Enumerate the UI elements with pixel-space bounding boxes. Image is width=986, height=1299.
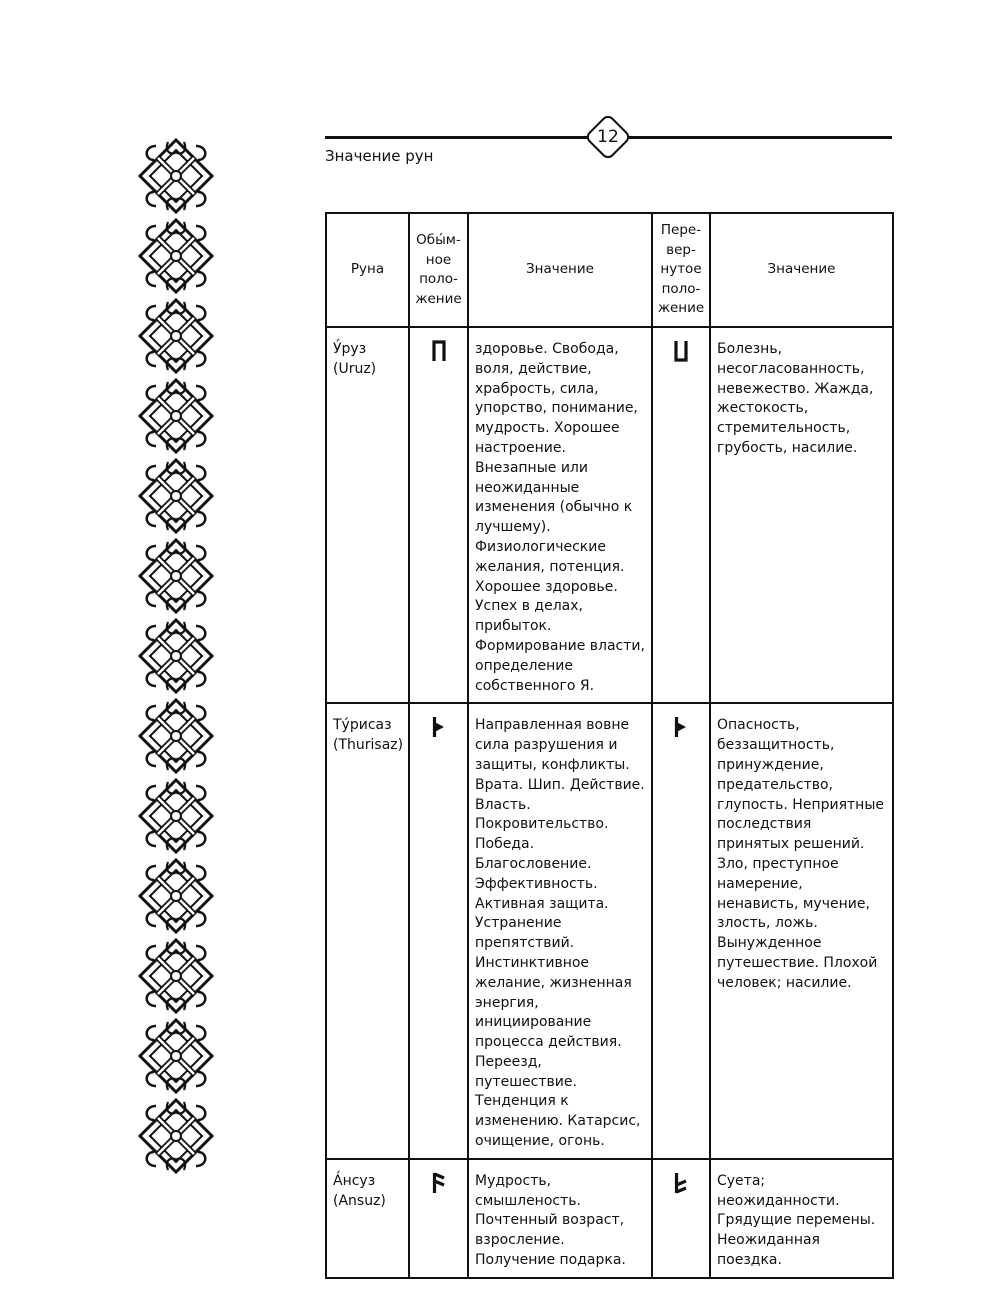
celtic-knot-icon: [134, 614, 218, 698]
table-row: [326, 703, 893, 1159]
celtic-knot-icon: [134, 294, 218, 378]
celtic-knot-icon: [134, 134, 218, 218]
reversed-meaning: Опасность, беззащитность, принуждение, предательство, глупость. Неприятные последствия принятых решений. Зло, преступное намерение, ненависть, мучение, злость, ложь. Вынужденное путешествие. Плохой человек; насилие.: [710, 703, 893, 1159]
runes-table: [325, 212, 894, 1279]
table-row: [326, 327, 893, 703]
reversed-cell: [652, 703, 710, 1159]
celtic-knot-border: [134, 134, 218, 1174]
uruz-rune-icon: [432, 340, 446, 362]
celtic-knot-icon: [134, 214, 218, 298]
celtic-knot-icon: [134, 854, 218, 938]
thurisaz-rune-icon: [432, 716, 446, 738]
celtic-knot-icon: [134, 534, 218, 618]
running-title: Значение рун: [325, 147, 434, 165]
table-row: [326, 1159, 893, 1278]
header-meaning-reversed: Значение: [710, 213, 893, 327]
celtic-knot-icon: [134, 774, 218, 858]
ansuz-reversed-rune-icon: [674, 1172, 688, 1194]
celtic-knot-icon: [134, 1094, 218, 1178]
table-header-row: [326, 213, 893, 327]
celtic-knot-icon: [134, 1014, 218, 1098]
uruz-reversed-rune-icon: [674, 340, 688, 362]
celtic-knot-icon: [134, 454, 218, 538]
upright-cell: [409, 703, 468, 1159]
rune-name: А́нсуз (Ansuz): [326, 1159, 409, 1278]
header-rune: Руна: [326, 213, 409, 327]
upright-meaning: здоровье. Свобода, воля, действие, храбрость, сила, упорство, понимание, мудрость. Хорошее настроение. Внезапные или неожиданные изменения (обычно к лучшему). Физиологические желания, потенция. Хорошее здоровье. Успех в делах, прибыток. Формирование власти, определение собственного Я.: [468, 327, 652, 703]
upright-cell: [409, 327, 468, 703]
rune-name: У́руз (Uruz): [326, 327, 409, 703]
celtic-knot-icon: [134, 374, 218, 458]
reversed-meaning: Болезнь, несогласованность, невежество. Жажда, жестокость, стремительность, грубость, насилие.: [710, 327, 893, 703]
reversed-meaning: Суета; неожиданности. Грядущие перемены. Неожиданная поездка.: [710, 1159, 893, 1278]
rune-name: Ту́рисаз (Thurisaz): [326, 703, 409, 1159]
celtic-knot-icon: [134, 934, 218, 1018]
upright-cell: [409, 1159, 468, 1278]
ansuz-rune-icon: [432, 1172, 446, 1194]
upright-meaning: Мудрость, смышленость. Почтенный возраст, взросление. Получение подарка.: [468, 1159, 652, 1278]
reversed-cell: [652, 327, 710, 703]
thurisaz-reversed-rune-icon: [674, 716, 688, 738]
header-meaning-upright: Значение: [468, 213, 652, 327]
page-number-badge: [584, 113, 632, 161]
reversed-cell: [652, 1159, 710, 1278]
header-upright: Обы́м- ное поло- жение: [409, 213, 468, 327]
upright-meaning: Направленная вовне сила разрушения и защиты, конфликты. Врата. Шип. Действие. Власть. Покровительство. Победа. Благословение. Эффективность. Активная защита. Устранение препятствий. Инстинктивное желание, жизненная энергия, инициирование процесса действия. Переезд, путешествие. Тенденция к изменению. Катарсис, очищение, огонь.: [468, 703, 652, 1159]
page-number: 12: [597, 127, 619, 147]
celtic-knot-icon: [134, 694, 218, 778]
header-reversed: Пере- вер- нутое поло- жение: [652, 213, 710, 327]
